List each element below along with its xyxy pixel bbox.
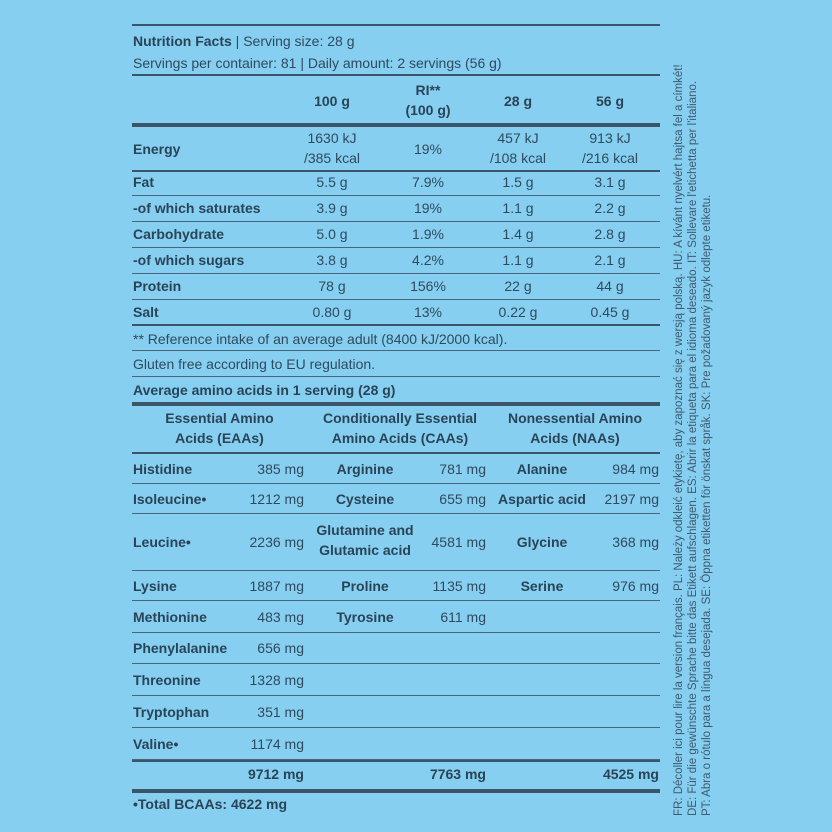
caa-value: 655 mg (439, 490, 486, 507)
nutrient-v56: 2.1 g (594, 252, 626, 268)
nutrient-v100: 5.0 g (316, 226, 348, 242)
amino-row-rule (132, 663, 660, 664)
col-ri-unit: (100 g) (405, 102, 451, 118)
eaa-value: 1174 mg (250, 735, 304, 752)
nutrient-v100: 3.8 g (316, 252, 348, 268)
column-header-rule (132, 123, 660, 127)
caa-value: 4581 mg (431, 534, 486, 550)
eaa-name: Isoleucine• (133, 490, 207, 507)
caa-name: Glutamine and Glutamic acid (316, 522, 414, 558)
naa-value: 368 mg (612, 534, 659, 550)
eaa-name: Threonine (133, 671, 201, 688)
nutrient-v100: 0.80 g (312, 304, 352, 320)
eaa-name: Leucine• (133, 534, 191, 550)
nutrient-row-rule (132, 221, 660, 222)
caa-value: 1135 mg (432, 577, 486, 594)
amino-title: Average amino acids in 1 serving (28 g) (133, 382, 396, 398)
amino-row-rule (132, 600, 660, 601)
amino-header-caa: Conditionally Essential Amino Acids (CAAs) (322, 410, 478, 446)
serving-size: | Serving size: 28 g (235, 33, 355, 49)
nutrient-v28: 0.22 g (498, 304, 538, 320)
footnote-rule (132, 350, 660, 351)
nutrient-row-rule (132, 273, 660, 274)
language-line: FR: Décoller ici pour lire la version français. PL: Należy odkleić etykietę, aby zapoznać się z wersją polską. HU: A kívánt nyelvért hajtsa fel a címkét! (673, 64, 685, 816)
eaa-name: Tryptophan (133, 703, 210, 720)
nutrient-ri: 1.9% (412, 226, 444, 242)
nutrient-v28: 1.1 g (502, 200, 534, 216)
amino-header-rule (132, 452, 660, 454)
eaa-value: 2236 mg (249, 534, 304, 550)
eaa-total: 9712 mg (247, 766, 304, 782)
eaa-name: Methionine (133, 608, 207, 625)
naa-name: Serine (520, 577, 564, 594)
nutrient-v28: 1.5 g (502, 174, 534, 190)
nutrient-v56: 2.8 g (594, 226, 626, 242)
col-100g: 100 g (314, 93, 350, 109)
nutrient-v28: 1.4 g (502, 226, 534, 242)
nutrient-ri: 7.9% (412, 174, 444, 190)
nutrient-ri: 19% (413, 200, 443, 216)
top-rule (132, 24, 660, 26)
totals-rule (132, 760, 660, 762)
eaa-name: Lysine (133, 577, 177, 594)
caa-name: Proline (341, 577, 389, 594)
naa-value: 984 mg (612, 460, 659, 477)
nutrient-name: -of which saturates (133, 200, 261, 216)
nutrition-header (133, 33, 354, 49)
nutrient-row-rule (132, 195, 660, 196)
caa-name: Cysteine (335, 490, 395, 507)
nutrition-title: Nutrition Facts (133, 33, 232, 49)
language-note (672, 16, 728, 816)
amino-row-rule (132, 695, 660, 696)
nutrient-ri: 4.2% (412, 252, 444, 268)
col-28g: 28 g (503, 93, 532, 109)
totals-end-rule (132, 789, 660, 793)
eaa-value: 483 mg (257, 608, 304, 625)
nutrient-row-rule (132, 299, 660, 300)
col-ri: RI** (415, 82, 441, 98)
nutrient-v56: 2.2 g (594, 200, 626, 216)
caa-value: 611 mg (440, 608, 486, 625)
caa-name: Arginine (336, 460, 394, 477)
gluten-rule (132, 376, 660, 377)
nutrient-row-rule (132, 247, 660, 248)
amino-row-rule (132, 727, 660, 728)
eaa-value: 1212 mg (249, 490, 304, 507)
nutrient-v28: 22 g (504, 278, 532, 294)
eaa-name: Phenylalanine (133, 640, 228, 656)
nutrient-name: Energy (133, 140, 181, 157)
servings-line: Servings per container: 81 | Daily amount: 2 servings (56 g) (133, 55, 502, 71)
eaa-name: Valine• (133, 735, 179, 752)
nutrition-label (132, 0, 660, 832)
nutrient-name: Carbohydrate (133, 226, 225, 242)
nutrient-v56: 0.45 g (590, 304, 630, 320)
nutrient-name: Salt (133, 304, 159, 320)
nutrient-v56: 3.1 g (594, 174, 626, 190)
naa-name: Alanine (516, 460, 568, 477)
col-56g: 56 g (595, 93, 624, 109)
bcaa-total: •Total BCAAs: 4622 mg (133, 796, 288, 812)
nutrient-v100: 78 g (318, 278, 346, 294)
nutrient-v28: 457 kJ /108 kcal (489, 130, 547, 166)
naa-name: Aspartic acid (498, 490, 586, 507)
eaa-value: 385 mg (257, 460, 304, 477)
naa-value: 976 mg (612, 577, 659, 594)
amino-header-naa: Nonessential Amino Acids (NAAs) (507, 410, 643, 446)
language-line: PT: Abra o rótulo para a língua desejada. SE: Öppna etiketten för önskat språk. SK: Pre požadovaný jazyk odlepte etiketu. (701, 194, 713, 816)
caa-name: Tyrosine (336, 608, 394, 625)
nutrient-v56: 44 g (596, 278, 624, 294)
nutrient-v56: 913 kJ /216 kcal (581, 130, 639, 166)
amino-title-rule (132, 402, 660, 406)
caa-total: 7763 mg (429, 766, 486, 782)
language-line: DE: Für die gewünschte Sprache bitte das Etikett aufschlagen. ES: Abrir la etiqueta para el idioma deseado. IT: Sollevare l'etichetta per l'italiano. (687, 80, 699, 816)
nutrient-v100: 1630 kJ /385 kcal (303, 130, 361, 166)
eaa-name: Histidine (133, 460, 193, 477)
naa-total: 4525 mg (602, 766, 659, 782)
naa-value: 2197 mg (604, 490, 659, 507)
nutrient-ri: 19% (413, 140, 443, 157)
header-rule (132, 74, 660, 76)
reference-footnote: ** Reference intake of an average adult (8400 kJ/2000 kcal). (133, 331, 508, 347)
eaa-value: 1887 mg (249, 577, 304, 594)
amino-row-rule (132, 513, 660, 514)
naa-name: Glycine (516, 534, 568, 550)
caa-value: 781 mg (439, 460, 486, 477)
nutrient-name: -of which sugars (133, 252, 245, 268)
amino-header-eaa: Essential Amino Acids (EAAs) (165, 410, 274, 446)
eaa-value: 351 mg (257, 703, 304, 720)
nutrient-name: Fat (133, 174, 154, 190)
nutrient-v28: 1.1 g (502, 252, 534, 268)
nutrient-v100: 3.9 g (316, 200, 348, 216)
amino-row-rule (132, 632, 660, 633)
nutrient-name: Protein (133, 278, 182, 294)
nutrient-ri: 156% (410, 278, 446, 294)
nutrient-ri: 13% (413, 304, 443, 320)
gluten-note: Gluten free according to EU regulation. (133, 356, 376, 372)
amino-row-rule (132, 570, 660, 571)
nutrient-end-rule (132, 324, 660, 326)
eaa-value: 1328 mg (249, 671, 304, 688)
eaa-value: 656 mg (257, 640, 304, 656)
nutrient-v100: 5.5 g (316, 174, 348, 190)
amino-row-rule (132, 483, 660, 484)
